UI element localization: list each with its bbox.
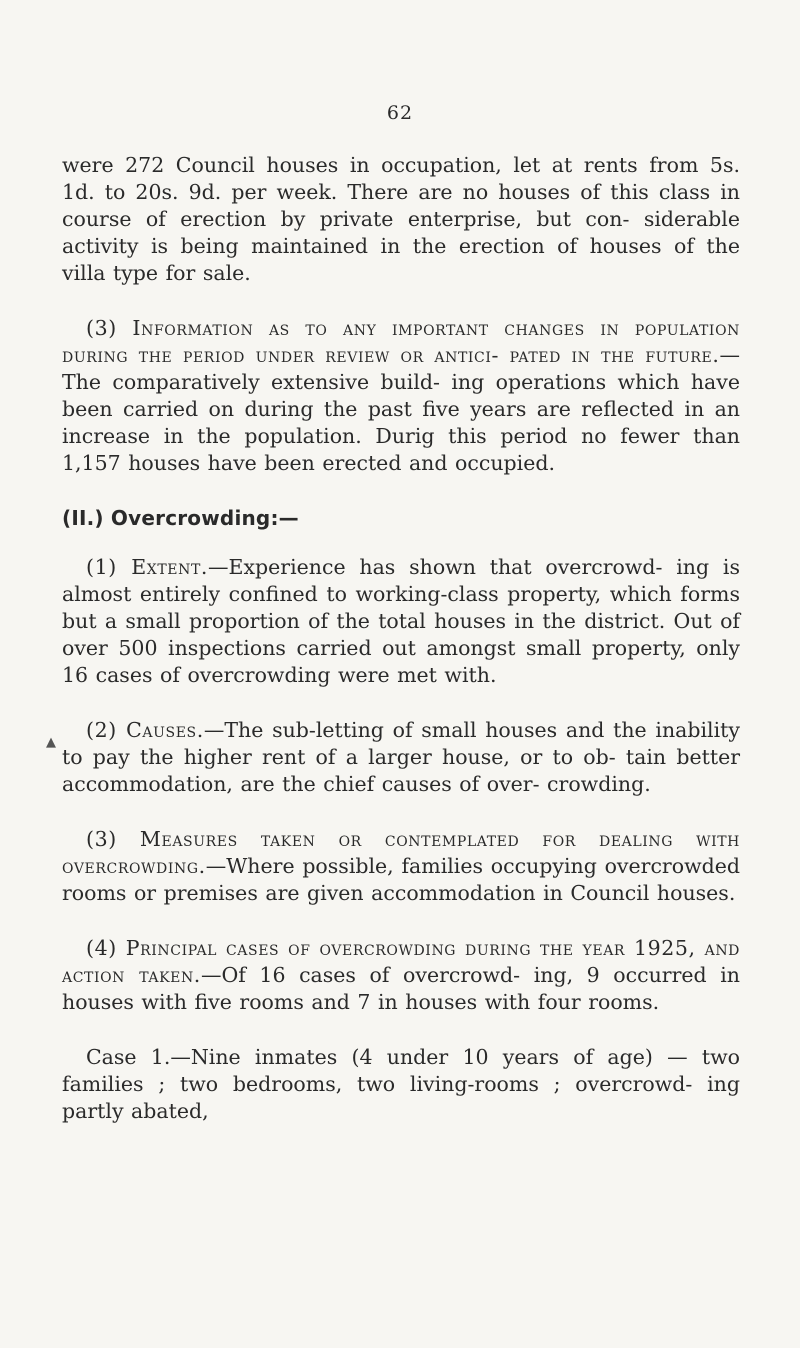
paragraph-principal-cases bbox=[62, 935, 740, 1016]
heading-principal-cases: (4) Principal cases of overcrowding during the year 1925, and action taken. bbox=[62, 936, 740, 987]
text-principal-cases: —Of 16 cases of overcrowd- ing, 9 occurred in houses with five rooms and 7 in houses with four rooms. bbox=[62, 963, 740, 1014]
text-measures: —Where possible, families occupying overcrowded rooms or premises are given accommodation in Council houses. bbox=[62, 854, 740, 905]
section-heading-overcrowding: (II.) Overcrowding:— bbox=[62, 506, 299, 530]
paragraph-council-houses: were 272 Council houses in occupation, let at rents from 5s. 1d. to 20s. 9d. per week. There are no houses of this class in course of erection by private enterprise, but con- siderable activity is being maintained in the erection of houses of the villa type for sale. bbox=[62, 153, 740, 285]
paragraph-extent bbox=[62, 554, 740, 689]
text-population-changes: —The comparatively extensive build- ing operations which have been carried on during the past five years are reflected in an increase in the population. Durig this period no fewer than 1,157 houses have been erected and occupied. bbox=[62, 343, 740, 475]
margin-mark: ▲ bbox=[46, 735, 56, 750]
heading-population-changes: (3) Information as to any important changes in population during the period under review or antici- pated in the future. bbox=[62, 316, 740, 367]
paragraph-case-1: Case 1.—Nine inmates (4 under 10 years of age) — two families ; two bedrooms, two living-rooms ; overcrowd- ing partly abated, bbox=[62, 1045, 740, 1123]
paragraph-causes bbox=[62, 717, 740, 798]
heading-causes: (2) Causes. bbox=[86, 718, 204, 742]
paragraph-measures bbox=[62, 826, 740, 907]
text-causes: —The sub-letting of small houses and the inability to pay the higher rent of a larger house, or to ob- tain better accommodation, are the chief causes of over- crowding. bbox=[62, 718, 740, 796]
heading-measures: (3) Measures taken or contemplated for dealing with overcrowding. bbox=[62, 827, 740, 878]
paragraph-population-changes bbox=[62, 315, 740, 477]
document-body bbox=[62, 152, 740, 1153]
text-extent: —Experience has shown that overcrowd- ing is almost entirely confined to working-class property, which forms but a small proportion of the total houses in the district. Out of over 500 inspections carried out amongst small property, only 16 cases of overcrowding were met with. bbox=[62, 555, 740, 687]
page-number: 62 bbox=[386, 102, 414, 124]
heading-extent: (1) Extent. bbox=[86, 555, 209, 579]
